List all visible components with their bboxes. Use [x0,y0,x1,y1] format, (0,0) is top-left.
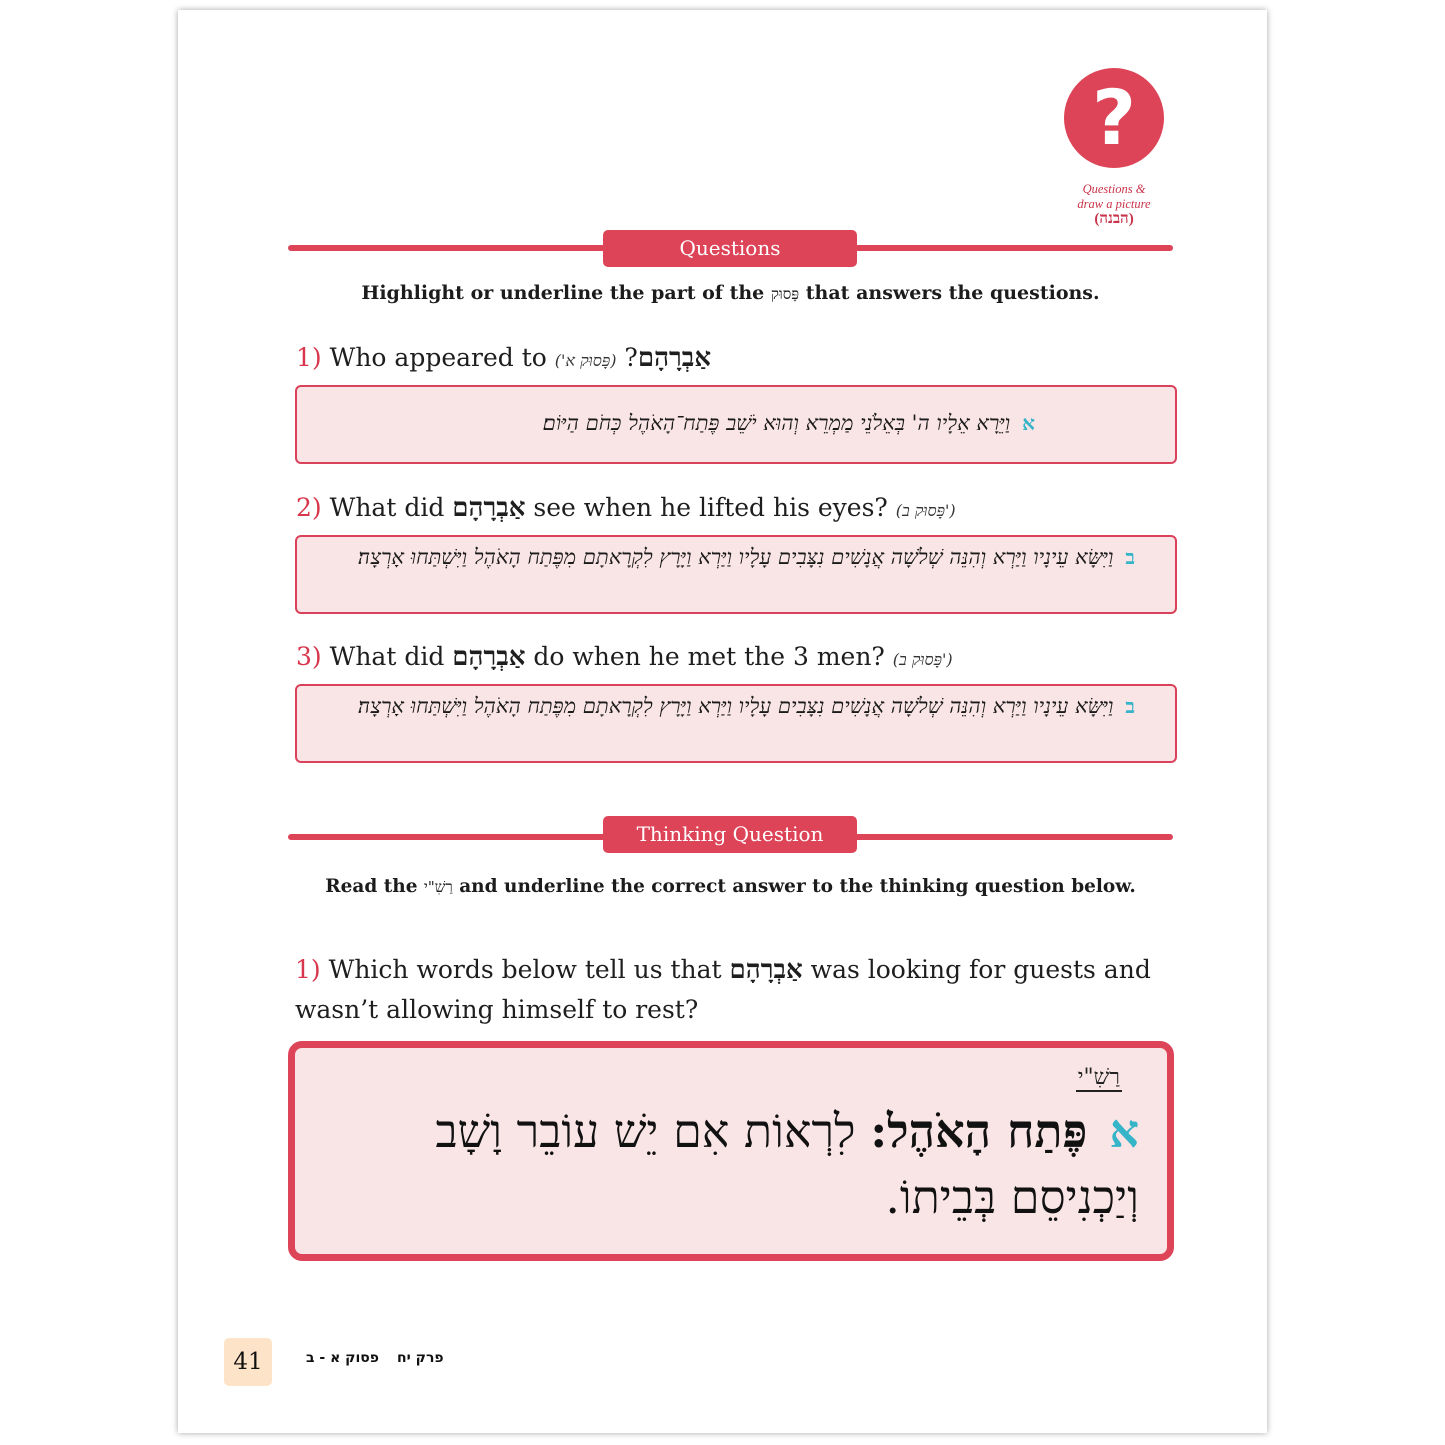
hebrew-name: אַבְרָהָם [729,955,803,985]
workbook-page [178,10,1267,1433]
instruction-hebrew: פָּסוּק [770,285,800,303]
verse-box-3[interactable] [295,684,1177,763]
badge-caption-line2: draw a picture [1077,197,1151,211]
rashi-label: רַשִׁ"י [1077,1065,1120,1090]
rashi-box[interactable] [288,1041,1174,1261]
question-number: 1) [295,955,321,984]
verse-content[interactable]: וַיֵּרָא אֵלָיו ה' בְּאֵלֹנֵי מַמְרֵא וְהוּא יֹשֵׁב פֶּתַח־הָאֹהֶל כְּחֹם הַיּוֹם׃ [542,411,1011,435]
verse-reference: (פָּסוּק ב') [892,650,953,669]
footer-reference [288,1350,444,1366]
instruction-text-1: Highlight or underline the part of the [361,282,771,304]
hebrew-name: אַבְרָהָם [637,343,712,373]
instruction-hebrew: רַשִׁ"י [423,878,453,896]
verse-content[interactable]: וַיִּשָּׂא עֵינָיו וַיַּרְא וְהִנֵּה שְׁלֹשָׁה אֲנָשִׁים נִצָּבִים עָלָיו וַיַּרְא וַיָּרָץ לִקְרָאתָם מִפֶּתַח הָאֹהֶל וַיִּשְׁתַּחוּ אָרְצָה׃ [357,545,1114,569]
footer-verses: פסוק א - ב [306,1350,380,1366]
question-2 [296,493,1176,523]
hebrew-name: אַבְרָהָם [452,493,526,523]
question-text: see when he lifted his eyes? [525,493,896,522]
question-number: 3) [296,642,322,671]
question-text: was looking for guests and wasn’t allowing himself to rest? [295,955,1151,1024]
thinking-question-1 [295,950,1175,1029]
verse-letter: ב [1125,694,1135,718]
question-number: 1) [296,343,322,372]
rashi-commentary[interactable]: לִרְאוֹת אִם יֵשׁ עוֹבֵר וָשָׁב וְיַכְנִיסֵם בְּבֵיתוֹ. [435,1104,1139,1224]
badge-caption [1046,182,1182,227]
verse-box-1[interactable] [295,385,1177,464]
question-text: Who appeared to [321,343,555,372]
verse-reference: (פָּסוּק א') [554,351,617,370]
verse-letter: א [1022,411,1035,435]
verse-text[interactable] [337,690,1135,723]
verse-box-2[interactable] [295,535,1177,614]
instruction-text-1: Read the [325,876,424,897]
verse-text[interactable] [317,407,1035,440]
footer-chapter: פרק יח [397,1350,444,1366]
verse-letter: ב [1125,545,1135,569]
rashi-heading[interactable]: פֶּתַח הָאֹהֶל: [870,1104,1088,1158]
question-mark-icon: ? [1091,73,1137,162]
question-text: do when he met the 3 men? [525,642,893,671]
question-text: Which words below tell us that [320,955,730,984]
badge-caption-hebrew: (הבנה) [1094,211,1134,227]
instruction-text-2: and underline the correct answer to the thinking question below. [452,876,1136,897]
question-badge [1064,68,1164,168]
question-number: 2) [296,493,322,522]
rashi-letter: א [1109,1104,1139,1158]
rashi-text[interactable] [339,1098,1139,1230]
badge-caption-line1: Questions & [1082,182,1146,196]
hebrew-name: אַבְרָהָם [452,642,526,672]
tab-thinking-question: Thinking Question [603,816,857,853]
verse-content[interactable]: וַיִּשָּׂא עֵינָיו וַיַּרְא וְהִנֵּה שְׁלֹשָׁה אֲנָשִׁים נִצָּבִים עָלָיו וַיַּרְא וַיָּרָץ לִקְרָאתָם מִפֶּתַח הָאֹהֶל וַיִּשְׁתַּחוּ אָרְצָה׃ [357,694,1114,718]
page-number: 41 [224,1338,272,1386]
instruction-text-2: that answers the questions. [799,282,1100,304]
question-text: What did [321,642,453,671]
tab-questions: Questions [603,230,857,267]
thinking-instruction [288,876,1173,897]
verse-reference: (פָּסוּק ב') [895,501,956,520]
question-1 [296,343,1176,373]
verse-text[interactable] [337,541,1135,574]
question-text: What did [321,493,453,522]
questions-instruction [288,282,1173,304]
question-text: ? [616,343,638,372]
question-3 [296,642,1176,672]
